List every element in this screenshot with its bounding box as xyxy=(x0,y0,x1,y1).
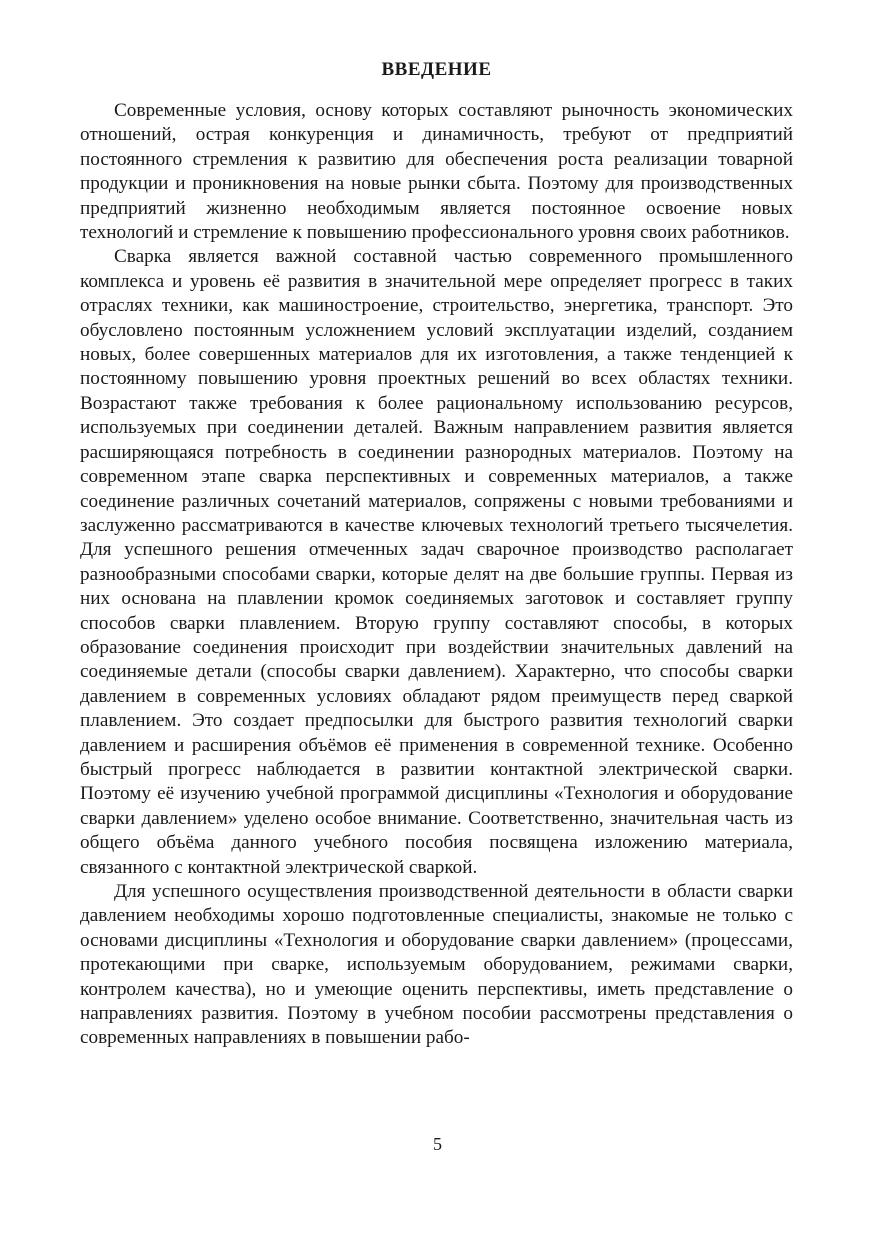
section-title: ВВЕДЕНИЕ xyxy=(381,59,492,80)
page-content xyxy=(80,58,793,1051)
paragraph-2: Сварка является важной составной частью современного промышленного комплекса и уровень её развития в значительной мере определяет прогресс в таких отраслях техники, как машиностроение, строительство, энергетика, транспорт. Это обусловлено постоянным усложнением условий эксплуатации изделий, созданием новых, более совершенных материалов для их изготовления, а также тенденцией к постоянному повышению уровня проектных решений во всех областях техники. Возрастают также требования к более рациональному использованию ресурсов, используемых при соединении деталей. Важным направлением развития является расширяющаяся потребность в соединении разнородных материалов. Поэтому на современном этапе сварка перспективных и современных материалов, а также соединение различных сочетаний материалов, сопряжены с новыми требованиями и заслуженно рассматриваются в качестве ключевых технологий третьего тысячелетия. Для успешного решения отмеченных задач сварочное производство располагает разнообразными способами сварки, которые делят на две большие группы. Первая из них основана на плавлении кромок соединяемых заготовок и составляет группу способов сварки плавлением. Вторую группу составляют способы, в которых образование соединения происходит при воздействии значительных давлений на соединяемые детали (способы сварки давлением). Характерно, что способы сварки давлением в современных условиях обладают рядом преимуществ перед сваркой плавлением. Это создает предпосылки для быстрого развития технологий сварки давлением и расширения объёмов её применения в современной технике. Особенно быстрый прогресс наблюдается в развитии контактной электрической сварки. Поэтому её изучению учебной программой дисциплины «Технология и оборудование сварки давлением» уделено особое внимание. Соответственно, значительная часть из общего объёма данного учебного пособия посвящена изложению материала, связанного с контактной электрической сваркой. xyxy=(80,246,793,878)
page-number: 5 xyxy=(433,1134,442,1154)
paragraph-1: Современные условия, основу которых составляют рыночность экономических отношений, острая конкуренция и динамичность, требуют от предприятий постоянного стремления к развитию для обеспечения роста реализации товарной продукции и проникновения на новые рынки сбыта. Поэтому для производственных предприятий жизненно необходимым является постоянное освоение новых технологий и стремление к повышению профессионального уровня своих работников. xyxy=(80,100,793,244)
paragraph-3: Для успешного осуществления производственной деятельности в области сварки давлением необходимы хорошо подготовленные специалисты, знакомые не только с основами дисциплины «Технология и оборудование сварки давлением» (процессами, протекающими при сварке, используемым оборудованием, режимами сварки, контролем качества), но и умеющие оценить перспективы, иметь представление о направлениях развития. Поэтому в учебном пособии рассмотрены представления о современных направлениях в повышении рабо- xyxy=(80,881,793,1049)
